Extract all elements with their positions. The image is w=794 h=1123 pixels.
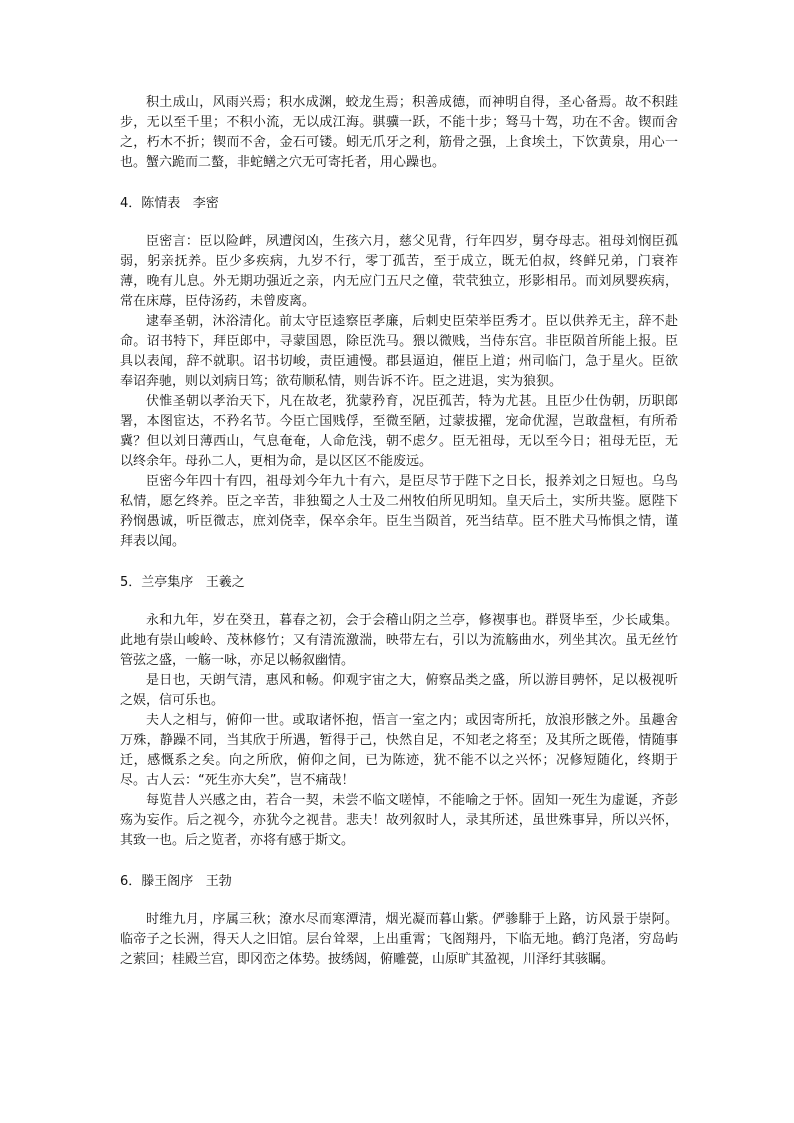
section-title: 陈情表 xyxy=(141,196,181,211)
paragraph: 臣密言：臣以险衅，夙遭闵凶，生孩六月，慈父见背，行年四岁，舅夺母志。祖母刘悯臣孤弱，躬亲抚养。臣少多疾病，九岁不行，零丁孤苦，至于成立，既无伯叔，终鲜兄弟，门衰祚薄，晚有儿息。外无期功强近之亲，内无应门五尺之僮，茕茕独立，形影相吊。而刘夙婴疾病，常在床蓐，臣侍汤药，未曾废离。 xyxy=(120,234,678,309)
section-number: 5． xyxy=(120,575,142,590)
section-author: 李密 xyxy=(192,196,219,211)
section-heading xyxy=(120,552,678,611)
section-tengwanggexu xyxy=(120,851,678,970)
section-title: 滕王阁序 xyxy=(141,874,194,889)
section-title: 兰亭集序 xyxy=(141,575,194,590)
paragraph: 臣密今年四十有四，祖母刘今年九十有六，是臣尽节于陛下之日长，报养刘之日短也。乌鸟私情，愿乞终养。臣之辛苦，非独蜀之人士及二州牧伯所见明知。皇天后土，实所共鉴。愿陛下矜悯愚诚，听臣微志，庶刘侥幸，保卒余年。臣生当陨首，死当结草。臣不胜犬马怖惧之情，谨拜表以闻。 xyxy=(120,474,678,549)
paragraph: 夫人之相与，俯仰一世。或取诸怀抱，悟言一室之内；或因寄所托，放浪形骸之外。虽趣舍万殊，静躁不同，当其欣于所遇，暂得于己，快然自足，不知老之将至；及其所之既倦，情随事迁，感慨系之矣。向之所欣，俯仰之间，已为陈迹，犹不能不以之兴怀；况修短随化，终期于尽。古人云：“死生亦大矣”，岂不痛哉！ xyxy=(120,713,678,788)
section-author: 王勃 xyxy=(205,874,232,889)
document-body xyxy=(120,93,678,970)
paragraph: 逮奉圣朝，沐浴清化。前太守臣逵察臣孝廉，后刺史臣荣举臣秀才。臣以供养无主，辞不赴命。诏书特下，拜臣郎中，寻蒙国恩，除臣洗马。猥以微贱，当侍东宫。非臣陨首所能上报。臣具以表闻，辞不就职。诏书切峻，责臣逋慢。郡县逼迫，催臣上道；州司临门，急于星火。臣欲奉诏奔驰，则以刘病日笃；欲苟顺私情，则告诉不许。臣之进退，实为狼狈。 xyxy=(120,314,678,389)
section-number: 6． xyxy=(120,874,142,889)
section-heading xyxy=(120,851,678,910)
paragraph: 伏惟圣朝以孝治天下，凡在故老，犹蒙矜育，况臣孤苦，特为尤甚。且臣少仕伪朝，历职郎署，本图宦达，不矜名节。今臣亡国贱俘，至微至陋，过蒙拔擢，宠命优渥，岂敢盘桓，有所希冀？但以刘日薄西山，气息奄奄，人命危浅，朝不虑夕。臣无祖母，无以至今日；祖母无臣，无以终余年。母孙二人，更相为命，是以区区不能废远。 xyxy=(120,394,678,469)
section-author: 王羲之 xyxy=(205,575,245,590)
paragraph: 积土成山，风雨兴焉；积水成渊，蛟龙生焉；积善成德，而神明自得，圣心备焉。故不积跬步，无以至千里；不积小流，无以成江海。骐骥一跃，不能十步；驽马十驾，功在不舍。锲而舍之，朽木不折；锲而不舍，金石可镂。蚓无爪牙之利，筋骨之强，上食埃土，下饮黄泉，用心一也。蟹六跪而二螯，非蛇鳝之穴无可寄托者，用心躁也。 xyxy=(120,95,678,170)
section-lantingjixu xyxy=(120,552,678,851)
paragraph: 永和九年，岁在癸丑，暮春之初，会于会稽山阴之兰亭，修禊事也。群贤毕至，少长咸集。此地有崇山峻岭、茂林修竹；又有清流激湍，映带左右，引以为流觞曲水，列坐其次。虽无丝竹管弦之盛，一觞一咏，亦足以畅叙幽情。 xyxy=(120,613,678,668)
section-number: 4． xyxy=(120,196,142,211)
section-quanxue-excerpt xyxy=(120,93,678,173)
section-heading xyxy=(120,173,678,232)
paragraph: 是日也，天朗气清，惠风和畅。仰观宇宙之大，俯察品类之盛，所以游目骋怀，足以极视听之娱，信可乐也。 xyxy=(120,673,678,708)
paragraph: 时维九月，序属三秋；潦水尽而寒潭清，烟光凝而暮山紫。俨骖騑于上路，访风景于崇阿。临帝子之长洲，得天人之旧馆。层台耸翠，上出重霄；飞阁翔丹，下临无地。鹤汀凫渚，穷岛屿之萦回；桂殿兰宫，即冈峦之体势。披绣闼，俯雕甍，山原旷其盈视，川泽纡其骇瞩。 xyxy=(120,912,678,967)
section-chenqingbiao xyxy=(120,173,678,552)
paragraph: 每览昔人兴感之由，若合一契，未尝不临文嗟悼，不能喻之于怀。固知一死生为虚诞，齐彭殇为妄作。后之视今，亦犹今之视昔。悲夫！故列叙时人，录其所述，虽世殊事异，所以兴怀，其致一也。后之览者，亦将有感于斯文。 xyxy=(120,793,678,848)
